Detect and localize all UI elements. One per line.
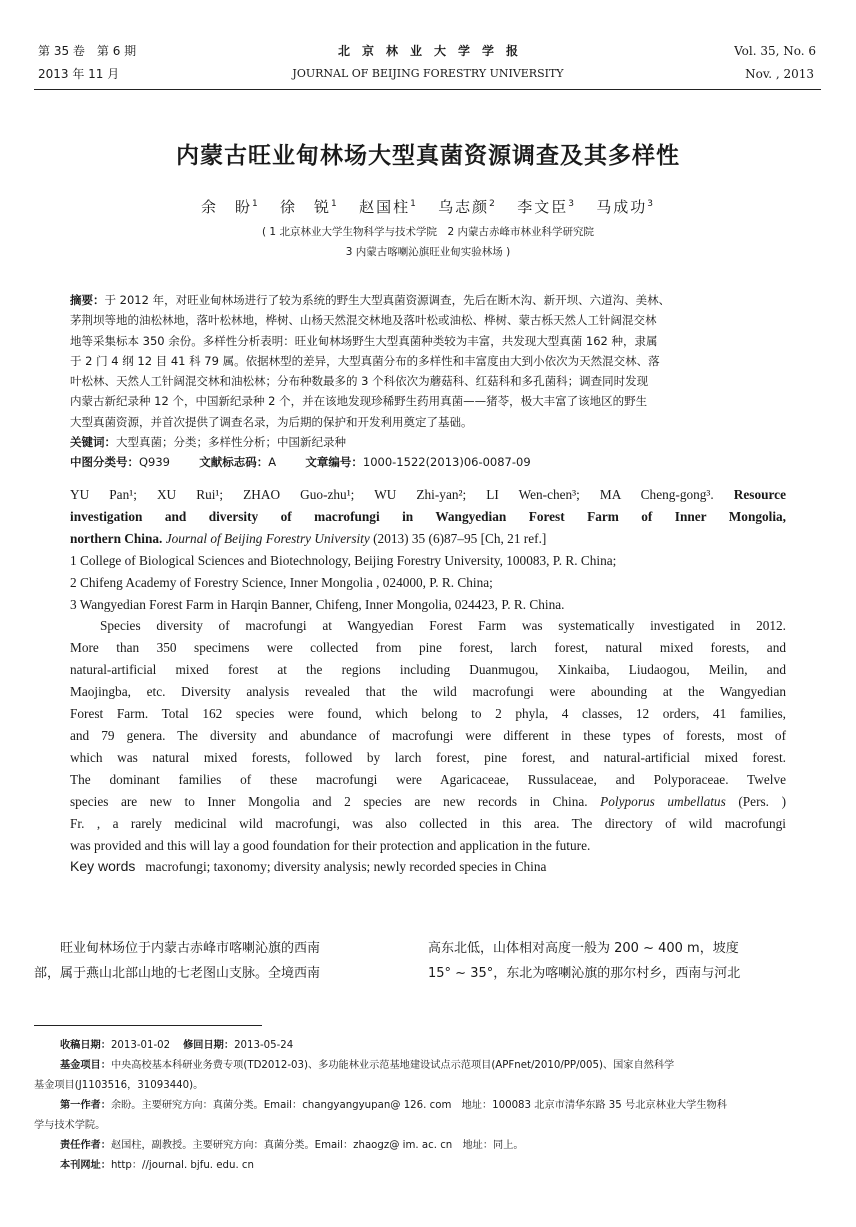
volume-issue-en: Vol. 35, No. 6	[734, 44, 816, 58]
abstract-en-line: natural-artificial mixed forest at the regions including Duanmugou, Xinkaiba, Liudaogou, Meilin, and	[70, 662, 786, 678]
author: 乌志颜$^2$	[438, 198, 497, 216]
abstract-zh-line: 大型真菌资源，并首次提供了调查名录，为后期的保护和开发利用奠定了基础。	[70, 414, 473, 429]
body-line: 部，属于燕山北部山地的七老图山支脉。全境西南	[34, 966, 321, 981]
journal-name-en: JOURNAL OF BEIJING FORESTRY UNIVERSITY	[292, 67, 564, 80]
first-author-line-1: 第一作者：余盼。主要研究方向：真菌分类。Email：changyangyupan@ 126. com 地址：100083 北京市清华东路 35 号北京林业大学生物科	[60, 1100, 727, 1111]
date-en: Nov. , 2013	[745, 67, 814, 81]
body-column-2	[428, 936, 788, 986]
journal-name-zh: 北 京 林 业 大 学 学 报	[337, 44, 518, 58]
footnote-rule	[34, 1025, 262, 1026]
keywords-en: Key words macrofungi; taxonomy; diversity analysis; newly recorded species in China	[70, 858, 547, 875]
citation-line-1: YU Pan¹; XU Rui¹; ZHAO Guo-zhu¹; WU Zhi-yan²; LI Wen-chen³; MA Cheng-gong³. Resource	[70, 487, 786, 502]
abstract-en-line: More than 350 specimens were collected from pine forest, larch forest, natural mixed forests, and	[70, 640, 786, 656]
abstract-en-line: Maojingba, etc. Diversity analysis revealed that the wild macrofungi were abounding at the Wangyedian	[70, 684, 786, 700]
citation-line-3: northern China. Journal of Beijing Forestry University (2013) 35 (6)87–95 [Ch, 21 ref.]	[70, 530, 547, 546]
affiliation-line-1: ( 1 北京林业大学生物科学与技术学院 2 内蒙古赤峰市林业科学研究院	[262, 226, 594, 238]
abstract-zh-line: 叶松林、天然人工针阔混交林和油松林；分布种数最多的 3 个科依次为蘑菇科、红菇科和多孔菌科；调查同时发现	[70, 374, 649, 389]
keywords-zh: 关键词：大型真菌；分类；多样性分析；中国新纪录种	[70, 435, 346, 450]
abstract-zh-line: 摘要：于 2012 年，对旺业甸林场进行了较为系统的野生大型真菌资源调查，先后在断木沟、新开坝、六道沟、美林、	[70, 293, 671, 307]
citation-title-line: investigation and diversity of macrofungi in Wangyedian Forest Farm of Inner Mongolia,	[70, 508, 786, 524]
abstract-en-line: Species diversity of macrofungi at Wangyedian Forest Farm was systematically investigated in 2012.	[100, 618, 786, 634]
corresponding-author: 责任作者：赵国柱，副教授。主要研究方向：真菌分类。Email：zhaogz@ im. ac. cn 地址：同上。	[60, 1140, 524, 1151]
abstract-zh-line: 茅荆坝等地的油松林地，落叶松林地，桦树、山杨天然混交林地及落叶松或油松、桦树、蒙古栎天然人工针阔混交林	[70, 313, 657, 328]
affiliation-en: 1 College of Biological Sciences and Biotechnology, Beijing Forestry University, 100083, P. R. China;	[70, 552, 617, 568]
abstract-zh	[70, 290, 790, 473]
fund-line-2: 基金项目(J1103516，31093440)。	[34, 1080, 204, 1091]
abstract-zh-line: 内蒙古新纪录种 12 个，中国新纪录种 2 个，并在该地发现珍稀野生药用真菌——猪苓，极大丰富了该地区的野生	[70, 394, 648, 409]
abstract-zh-line: 地等采集标本 350 余份。多样性分析表明：旺业甸林场野生大型真菌种类较为丰富，共发现大型真菌 162 种，隶属	[70, 333, 658, 348]
journal-url: 本刊网址：http：//journal. bjfu. edu. cn	[60, 1160, 254, 1171]
abstract-en-line: which was natural mixed forests, followed by larch forest, pine forest, and natural-artificial mixed forest.	[70, 749, 786, 765]
english-section	[70, 484, 786, 878]
author: 赵国柱$^1$	[359, 198, 418, 216]
abstract-zh-line: 于 2 门 4 纲 12 目 41 科 79 属。依据林型的差异，大型真菌分布的多样性和丰富度由大到小依次为天然混交林、落	[70, 353, 660, 368]
classification-line: 中图分类号：Q939 文献标志码：A 文章编号：1000-1522(2013)06-0087-09	[70, 455, 531, 470]
affiliation-en: 2 Chifeng Academy of Forestry Science, Inner Mongolia , 024000, P. R. China;	[70, 574, 493, 590]
abstract-en-line: Forest Farm. Total 162 species were found, which belong to 2 phyla, 4 classes, 12 orders, 41 families,	[70, 706, 786, 722]
footnotes	[34, 1036, 794, 1176]
first-author-line-2: 学与技术学院。	[34, 1120, 106, 1131]
body-line: 高东北低，山体相对高度一般为 200 ~ 400 m，坡度	[428, 941, 739, 956]
fund-line-1: 基金项目：中央高校基本科研业务费专项(TD2012-03)、多功能林业示范基地建设试点示范项目(APFnet/2010/PP/005)、国家自然科学	[60, 1060, 675, 1071]
author: 马成功$^3$	[596, 198, 656, 216]
author: 徐 锐$^1$	[280, 198, 339, 216]
body-column-1	[34, 936, 394, 986]
author: 李文臣$^3$	[517, 198, 576, 216]
abstract-en-line: The dominant families of these macrofungi were Agaricaceae, Russulaceae, and Polyporaceae. Twelve	[70, 771, 786, 787]
abstract-en-line: was provided and this will lay a good foundation for their protection and application in the future.	[70, 837, 591, 853]
volume-issue-zh: 第 35 卷 第 6 期	[38, 44, 137, 58]
date-zh: 2013 年 11 月	[38, 67, 120, 81]
body-line: 15° ~ 35°，东北为喀喇沁旗的那尔村乡，西南与河北	[428, 966, 741, 981]
received-dates: 收稿日期：2013-01-02 修回日期：2013-05-24	[60, 1040, 294, 1051]
paper-title: 内蒙古旺业甸林场大型真菌资源调查及其多样性	[176, 143, 680, 169]
abstract-en-line: species are new to Inner Mongolia and 2 species are new records in China. Polyporus umbellatus (Pers. )	[70, 793, 787, 809]
abstract-en-line: Fr. , a rarely medicinal wild macrofungi, was also collected in this area. The directory of wild macrofungi	[70, 815, 786, 831]
author: 余 盼$^1$	[200, 198, 260, 216]
author-list	[0, 196, 856, 217]
body-line: 旺业甸林场位于内蒙古赤峰市喀喇沁旗的西南	[60, 941, 321, 956]
header-rule	[34, 89, 821, 90]
affiliation-line-2: 3 内蒙古喀喇沁旗旺业甸实验林场 )	[345, 246, 511, 258]
abstract-en-line: and 79 genera. The diversity and abundance of macrofungi were different in these types of forests, most of	[70, 727, 786, 743]
affiliation-en: 3 Wangyedian Forest Farm in Harqin Banner, Chifeng, Inner Mongolia, 024423, P. R. China.	[70, 596, 565, 612]
